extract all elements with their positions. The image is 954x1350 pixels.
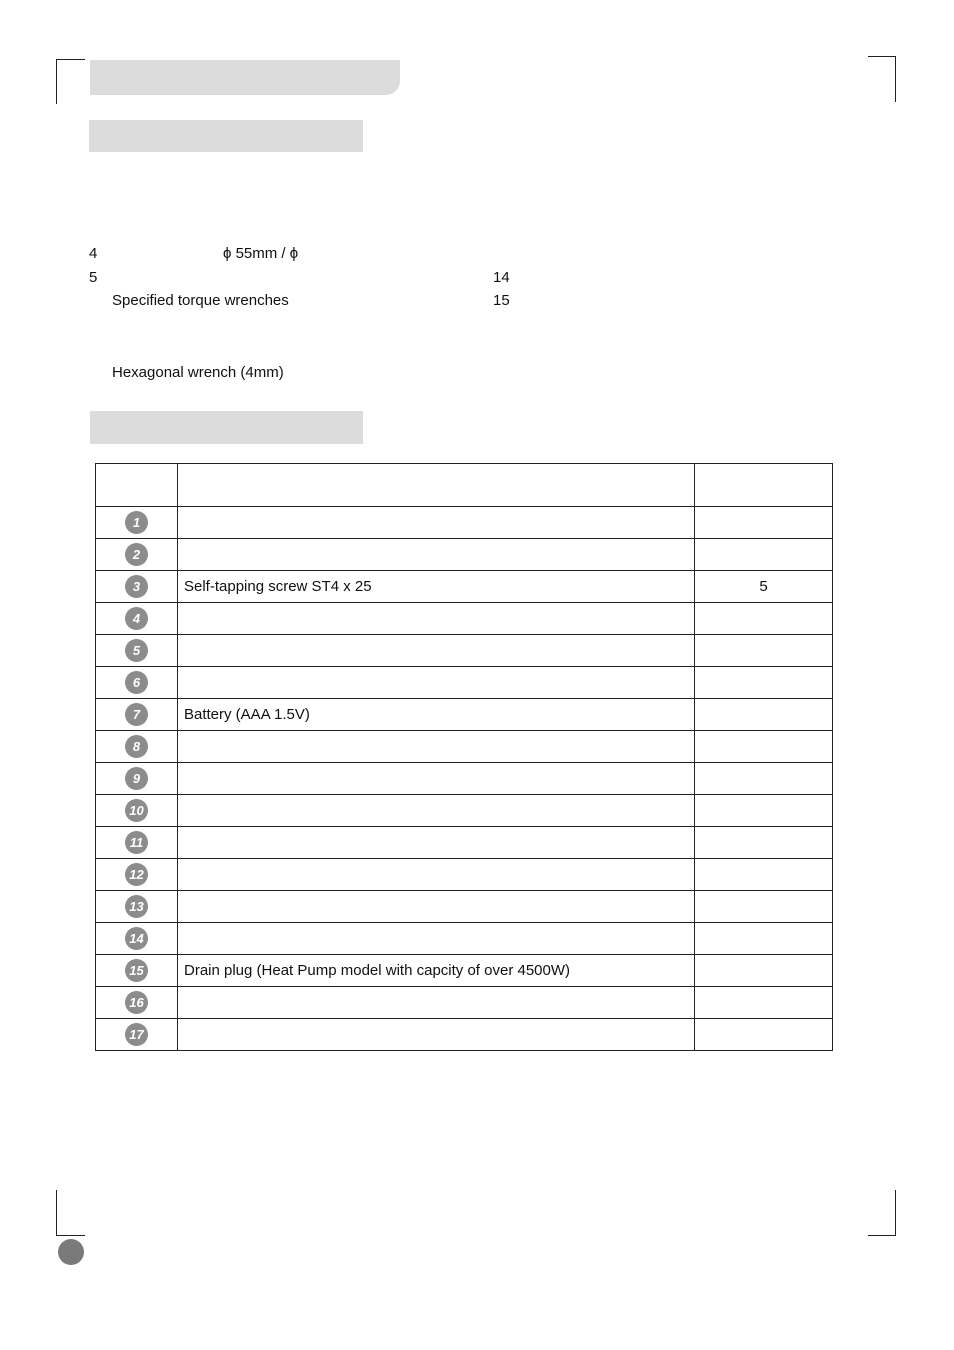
table-row	[96, 955, 833, 987]
part-name-cell	[178, 859, 695, 891]
table-row	[96, 1019, 833, 1051]
table-row	[96, 507, 833, 539]
part-number-badge: 13	[125, 895, 148, 918]
part-number-badge: 8	[125, 735, 148, 758]
crop-mark-top-left-v	[56, 59, 57, 104]
part-name-cell	[178, 987, 695, 1019]
part-quantity-cell	[695, 987, 833, 1019]
part-number-badge: 7	[125, 703, 148, 726]
part-number-badge: 9	[125, 767, 148, 790]
part-name-cell	[178, 795, 695, 827]
part-name-cell	[178, 1019, 695, 1051]
part-number-badge: 16	[125, 991, 148, 1014]
table-row	[96, 571, 833, 603]
title-band	[90, 60, 400, 95]
part-quantity-cell	[695, 923, 833, 955]
part-quantity-cell	[695, 731, 833, 763]
part-number-badge: 6	[125, 671, 148, 694]
table-row	[96, 635, 833, 667]
part-name-cell	[178, 923, 695, 955]
part-number-cell	[96, 827, 178, 859]
crop-mark-bottom-left-h	[56, 1235, 85, 1236]
tool-torque-wrenches: Specified torque wrenches	[112, 292, 289, 309]
section-band-parts	[90, 411, 363, 444]
crop-mark-top-left-h	[56, 59, 85, 60]
table-header-row	[96, 464, 833, 507]
part-name-cell	[178, 891, 695, 923]
part-name-cell	[178, 507, 695, 539]
part-number-badge: 2	[125, 543, 148, 566]
tool-4-text: ϕ 55mm / ϕ	[223, 245, 299, 262]
tool-number-15: 15	[493, 292, 510, 309]
part-name-cell	[178, 763, 695, 795]
part-quantity-cell	[695, 699, 833, 731]
crop-mark-bottom-right-v	[895, 1190, 896, 1236]
part-quantity-cell: 5	[695, 571, 833, 603]
part-name-cell: Self-tapping screw ST4 x 25	[178, 571, 695, 603]
part-number-cell	[96, 731, 178, 763]
accessory-parts-table	[95, 463, 833, 1051]
part-number-badge: 1	[125, 511, 148, 534]
part-quantity-cell	[695, 795, 833, 827]
part-quantity-cell	[695, 635, 833, 667]
tool-number-5: 5	[89, 269, 98, 286]
tool-hexagonal-wrench: Hexagonal wrench (4mm)	[112, 364, 284, 381]
part-number-cell	[96, 667, 178, 699]
part-number-cell	[96, 507, 178, 539]
part-number-badge: 10	[125, 799, 148, 822]
part-name-cell	[178, 539, 695, 571]
crop-mark-bottom-left-v	[56, 1190, 57, 1236]
part-quantity-cell	[695, 955, 833, 987]
table-row	[96, 763, 833, 795]
part-quantity-cell	[695, 763, 833, 795]
part-number-cell	[96, 539, 178, 571]
part-number-badge: 17	[125, 1023, 148, 1046]
table-row	[96, 667, 833, 699]
part-number-cell	[96, 955, 178, 987]
part-number-cell	[96, 699, 178, 731]
part-quantity-cell	[695, 1019, 833, 1051]
part-number-cell	[96, 603, 178, 635]
part-number-badge: 4	[125, 607, 148, 630]
crop-mark-top-right-v	[895, 56, 896, 102]
part-name-cell	[178, 731, 695, 763]
part-quantity-cell	[695, 891, 833, 923]
tool-number-4: 4	[89, 245, 98, 262]
part-name-cell: Battery (AAA 1.5V)	[178, 699, 695, 731]
section-band-tools	[89, 120, 363, 152]
part-name-cell	[178, 635, 695, 667]
part-number-badge: 5	[125, 639, 148, 662]
part-number-badge: 12	[125, 863, 148, 886]
part-quantity-cell	[695, 827, 833, 859]
part-quantity-cell	[695, 603, 833, 635]
table-row	[96, 795, 833, 827]
part-number-badge: 3	[125, 575, 148, 598]
part-number-cell	[96, 1019, 178, 1051]
table-row	[96, 827, 833, 859]
part-number-badge: 14	[125, 927, 148, 950]
header-cell-number	[96, 464, 178, 507]
crop-mark-bottom-right-h	[868, 1235, 896, 1236]
table-row	[96, 859, 833, 891]
part-name-cell	[178, 827, 695, 859]
part-quantity-cell	[695, 859, 833, 891]
part-number-badge: 15	[125, 959, 148, 982]
part-number-cell	[96, 763, 178, 795]
tool-number-14: 14	[493, 269, 510, 286]
part-quantity-cell	[695, 507, 833, 539]
table-row	[96, 539, 833, 571]
part-number-cell	[96, 859, 178, 891]
part-number-cell	[96, 795, 178, 827]
part-name-cell	[178, 603, 695, 635]
part-quantity-cell	[695, 667, 833, 699]
table-row	[96, 987, 833, 1019]
part-name-cell: Drain plug (Heat Pump model with capcity of over 4500W)	[178, 955, 695, 987]
table-row	[96, 699, 833, 731]
part-number-cell	[96, 635, 178, 667]
part-number-cell	[96, 891, 178, 923]
part-name-cell	[178, 667, 695, 699]
part-number-badge: 11	[125, 831, 148, 854]
header-cell-name	[178, 464, 695, 507]
table-row	[96, 731, 833, 763]
table-row	[96, 603, 833, 635]
part-quantity-cell	[695, 539, 833, 571]
crop-mark-top-right-h	[868, 56, 896, 57]
part-number-cell	[96, 987, 178, 1019]
page-number-badge	[58, 1239, 84, 1265]
table-row	[96, 923, 833, 955]
table-row	[96, 891, 833, 923]
part-number-cell	[96, 923, 178, 955]
header-cell-quantity	[695, 464, 833, 507]
part-number-cell	[96, 571, 178, 603]
